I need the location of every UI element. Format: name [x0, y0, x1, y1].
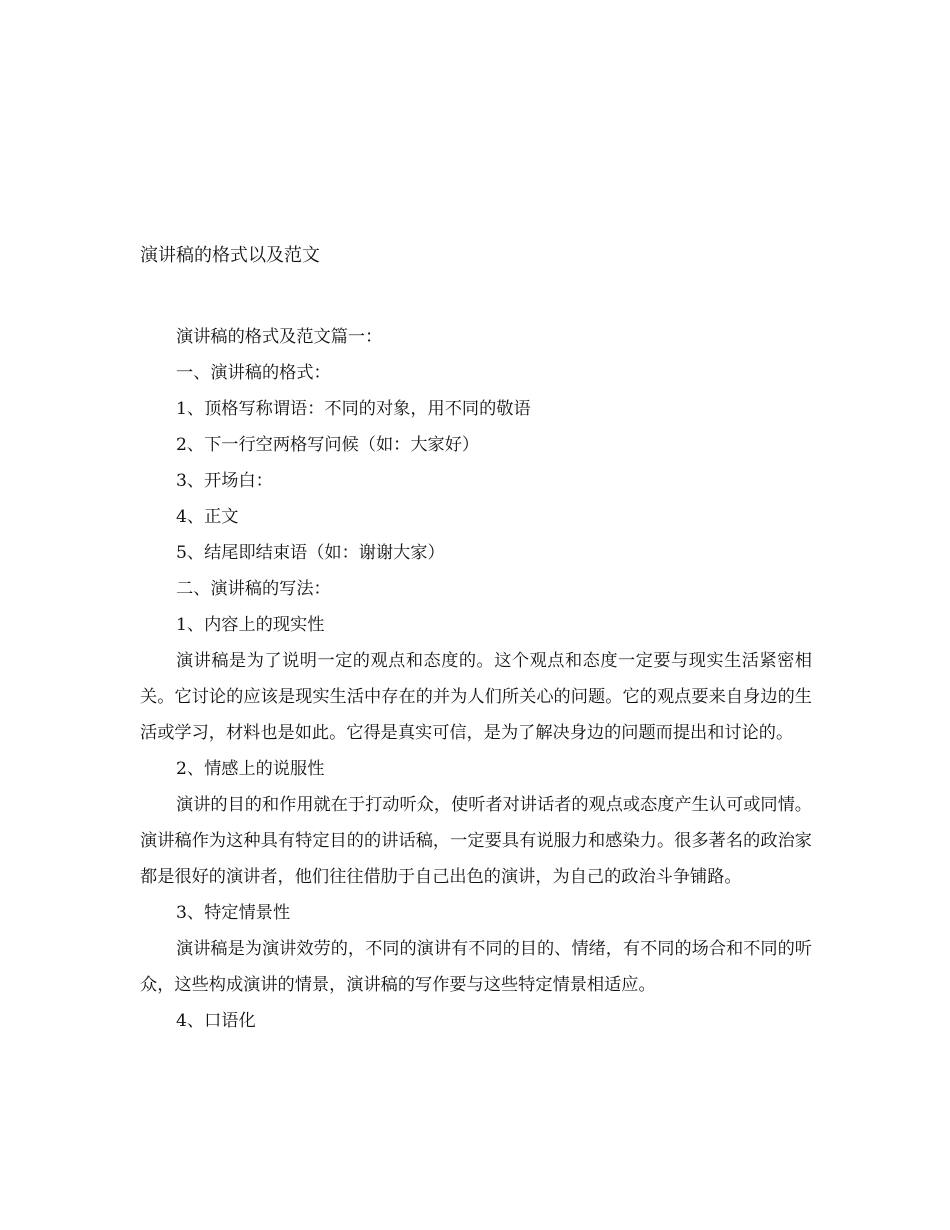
- subheading-writing: 二、演讲稿的写法：: [176, 579, 331, 599]
- document-content: [140, 244, 812, 1039]
- list-item: 1、顶格写称谓语：不同的对象，用不同的敬语: [176, 399, 531, 419]
- paragraph: 演讲稿是为演讲效劳的，不同的演讲有不同的目的、情绪，有不同的场合和不同的听众，这些构成演讲的情景，演讲稿的写作要与这些特定情景相适应。: [140, 939, 812, 995]
- list-item: 3、特定情景性: [176, 903, 291, 923]
- document-body: [140, 319, 812, 1039]
- list-item: 5、结尾即结束语（如：谢谢大家）: [176, 543, 445, 563]
- paragraph: 演讲稿是为了说明一定的观点和态度的。这个观点和态度一定要与现实生活紧密相关。它讨论的应该是现实生活中存在的并为人们所关心的问题。它的观点要来自身边的生活或学习，材料也是如此。它得是真实可信，是为了解决身边的问题而提出和讨论的。: [140, 651, 812, 743]
- paragraph: 演讲的目的和作用就在于打动听众，使听者对讲话者的观点或态度产生认可或同情。演讲稿作为这种具有特定目的的讲话稿，一定要具有说服力和感染力。很多著名的政治家都是很好的演讲者，他们往往借肋于自己出色的演讲，为自己的政治斗争铺路。: [140, 795, 812, 887]
- document-title: 演讲稿的格式以及范文: [140, 245, 320, 266]
- section-heading: 演讲稿的格式及范文篇一：: [176, 327, 383, 347]
- list-item: 2、下一行空两格写问候（如：大家好）: [176, 435, 480, 455]
- list-item: 3、开场白：: [176, 471, 273, 491]
- list-item: 2、情感上的说服性: [176, 759, 325, 779]
- list-item: 1、内容上的现实性: [176, 615, 325, 635]
- subheading-format: 一、演讲稿的格式：: [176, 363, 331, 383]
- list-item: 4、正文: [176, 507, 239, 527]
- list-item: 4、口语化: [176, 1011, 256, 1031]
